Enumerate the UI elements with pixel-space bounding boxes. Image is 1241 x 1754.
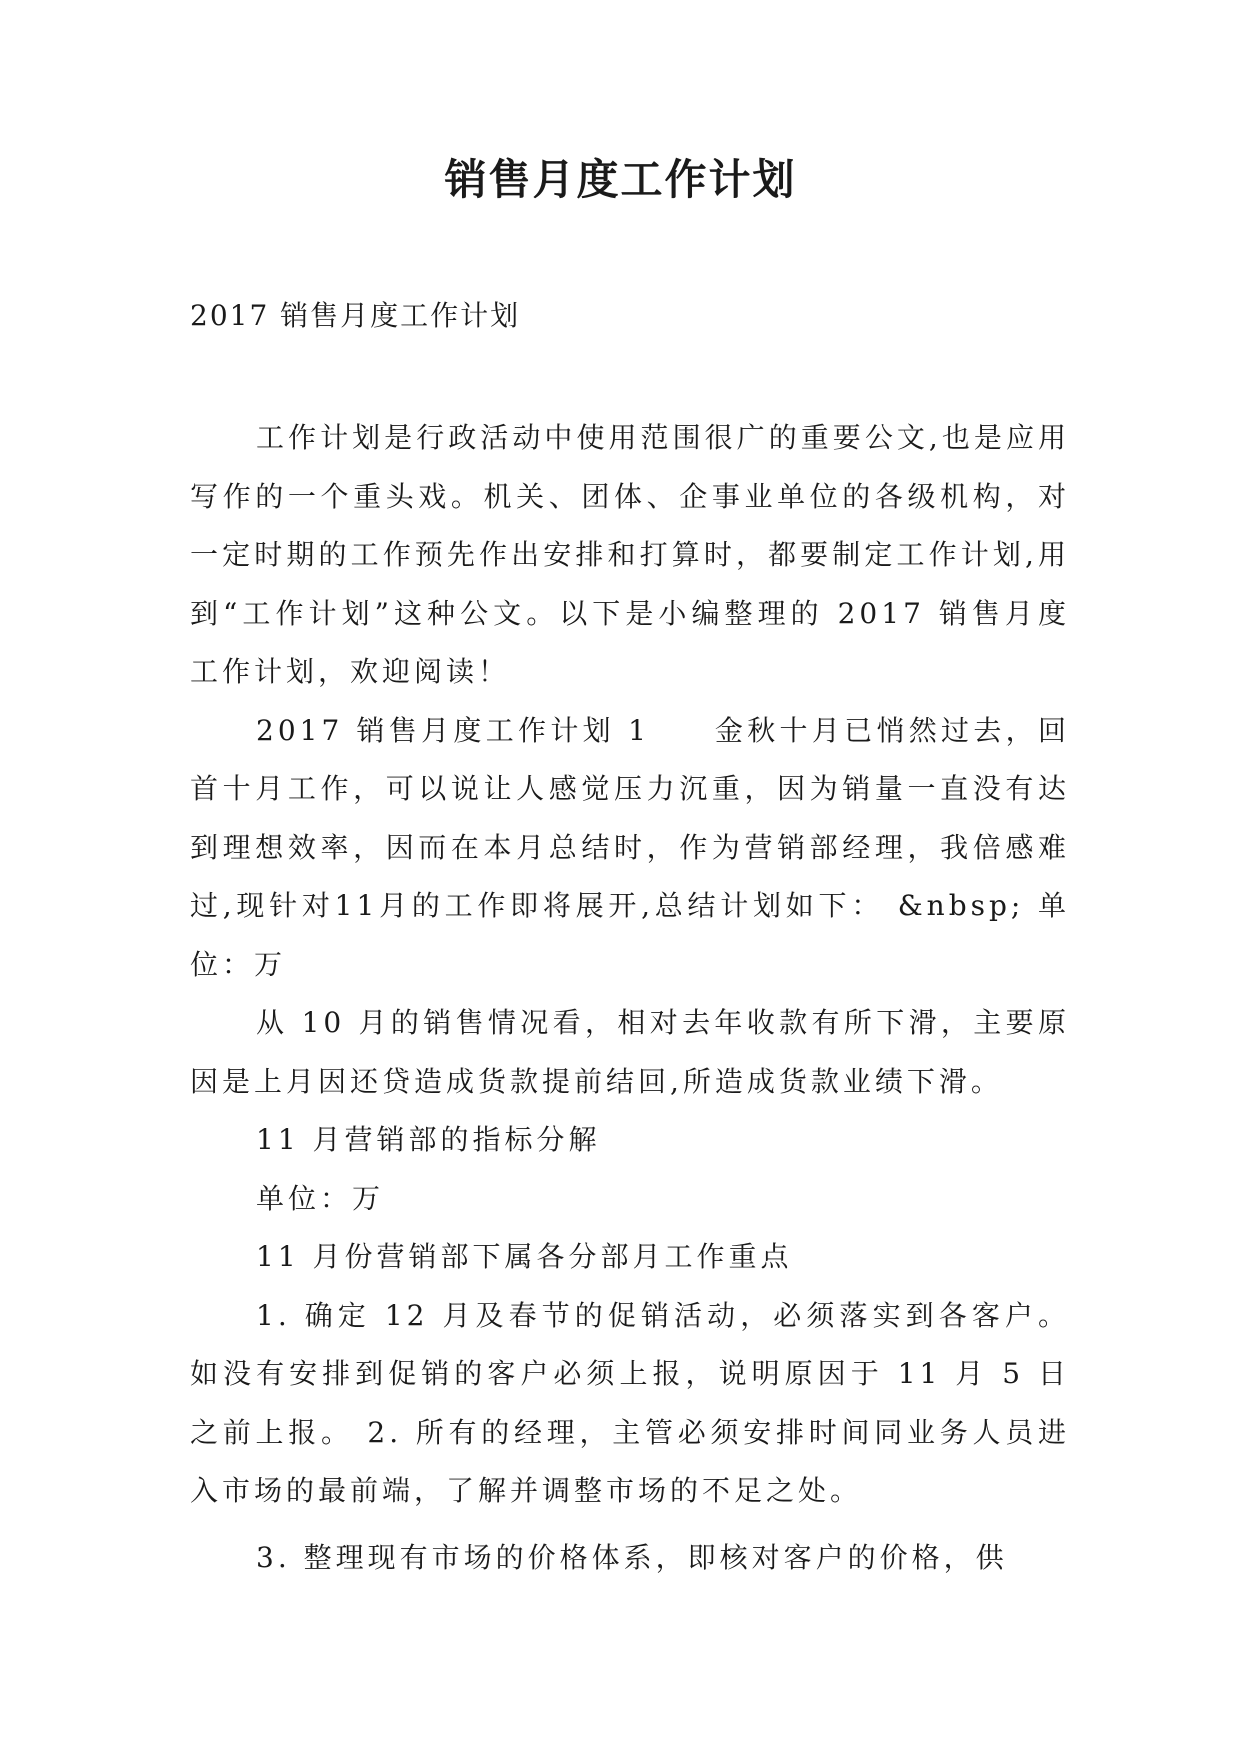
paragraph-sales-situation: 从 10 月的销售情况看，相对去年收款有所下滑，主要原因是上月因还贷造成货款提前结回,所造成货款业绩下滑。 xyxy=(190,1006,1070,1098)
paragraph-plan-1: 2017 销售月度工作计划 1 金秋十月已悄然过去，回首十月工作，可以说让人感觉压力沉重，因为销量一直没有达到理想效率，因而在本月总结时，作为营销部经理，我倍感难过,现针对11月的工作即将展开,总结计划如下： &nbsp; 单位：万 xyxy=(190,713,1070,981)
paragraph-item-1-2: 1. 确定 12 月及春节的促销活动，必须落实到各客户。如没有安排到促销的客户必须上报，说明原因于 11 月 5 日之前上报。 2. 所有的经理，主管必须安排时间同业务人员进入市场的最前端，了解并调整市场的不足之处。 xyxy=(190,1298,1070,1507)
paragraph-item-3: 3. 整理现有市场的价格体系，即核对客户的价格，供 xyxy=(256,1540,1008,1574)
paragraph-unit: 单位：万 xyxy=(256,1181,385,1215)
document-body xyxy=(190,409,1070,1587)
document-subtitle: 2017 销售月度工作计划 xyxy=(190,299,521,332)
paragraph-indicator-heading: 11 月营销部的指标分解 xyxy=(256,1123,601,1156)
document-title: 销售月度工作计划 xyxy=(444,155,797,204)
paragraph-focus-heading: 11 月份营销部下属各分部月工作重点 xyxy=(256,1240,793,1273)
paragraph-intro: 工作计划是行政活动中使用范围很广的重要公文,也是应用写作的一个重头戏。机关、团体、企事业单位的各级机构，对一定时期的工作预先作出安排和打算时，都要制定工作计划,用到“工作计划”这种公文。以下是小编整理的 2017 销售月度工作计划，欢迎阅读！ xyxy=(190,421,1070,688)
